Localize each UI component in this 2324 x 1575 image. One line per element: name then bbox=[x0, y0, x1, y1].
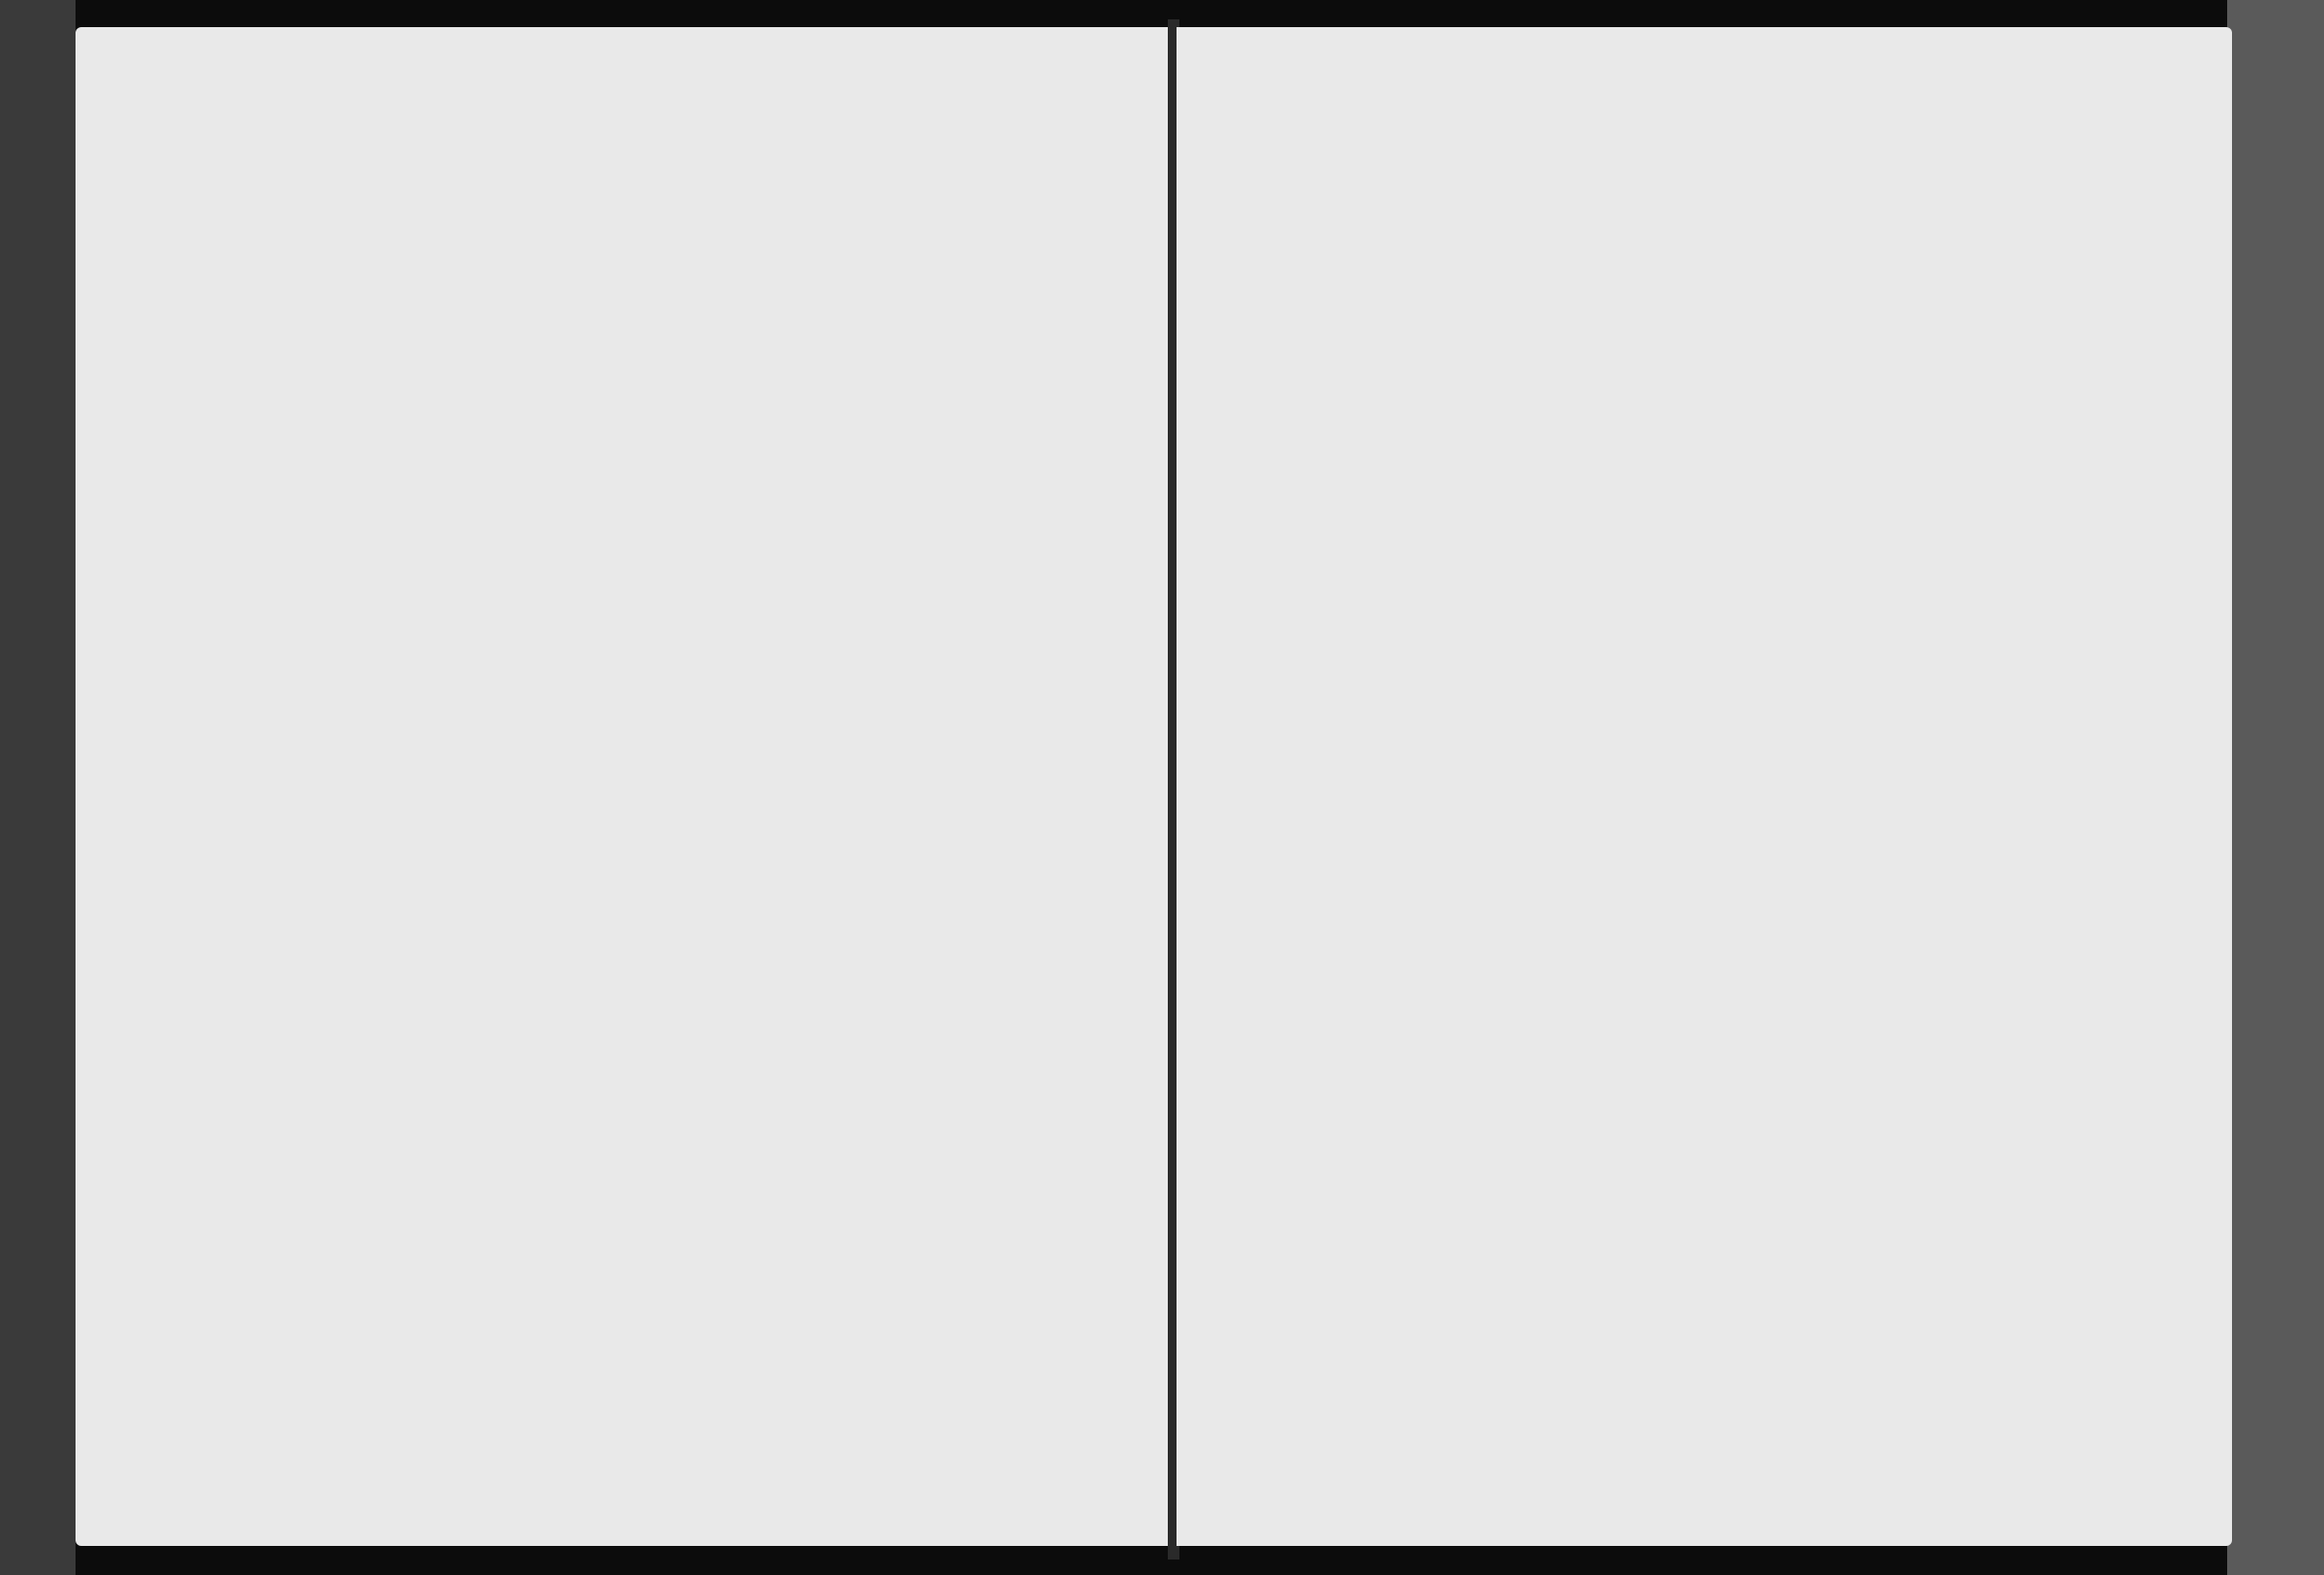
header-women bbox=[593, 87, 606, 194]
header-came-from bbox=[786, 124, 912, 140]
header-reading-col-1 bbox=[963, 107, 974, 199]
header-reading-col-3 bbox=[1023, 107, 1034, 199]
header-smallpox bbox=[913, 87, 927, 194]
header-birth-place bbox=[693, 138, 782, 151]
header-birth bbox=[626, 77, 780, 95]
header-birth-date bbox=[626, 124, 689, 138]
header-men bbox=[558, 87, 571, 194]
header-reading-col-4 bbox=[1054, 107, 1065, 199]
header-notes bbox=[1719, 126, 1990, 143]
header-reading bbox=[944, 77, 1080, 94]
header-reading-col-5 bbox=[1085, 77, 1096, 199]
header-reading-col-2 bbox=[992, 107, 1003, 199]
header-name bbox=[257, 126, 547, 143]
header-other-books bbox=[1123, 77, 1135, 199]
header-departure bbox=[2000, 126, 2106, 143]
